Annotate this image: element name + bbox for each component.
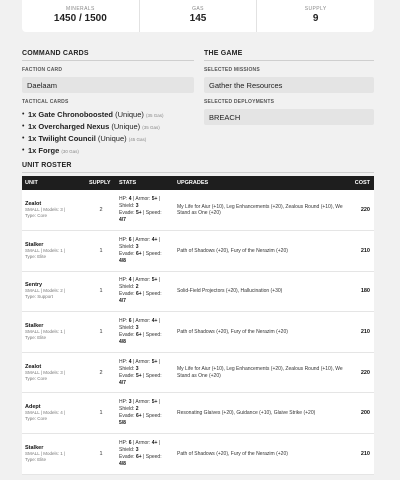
command-cards-section [22,50,194,157]
gas-value: 145 [189,13,207,24]
stat-speed: 4/7 [119,379,126,386]
unit-size: SMALL | Models: 1 | [25,247,66,253]
col-stats: STATS [116,176,174,190]
minerals-label: MINERALS [65,6,95,12]
unit-type: Type: Elite [25,456,47,462]
unit-cell [22,352,86,393]
card-cost: (35 Gas) [145,113,164,118]
unit-stats: HP: 3 | Armor: 5+ | Shield: 2 Evade: 6+ | Speed: 5/8 [116,393,174,434]
unit-cost: 220 [346,190,374,231]
stat-armor: 4+ [151,318,158,325]
command-cards-heading: COMMAND CARDS [22,50,194,61]
stat-armor: 4+ [151,439,158,446]
unit-size: SMALL | Models: 4 | [25,410,66,416]
stat-hp: 4 [128,358,132,365]
supply-label: SUPPLY [304,6,327,12]
table-row[interactable] [22,434,374,475]
card-tag: (Unique) [115,110,144,119]
selected-missions-label: SELECTED MISSIONS [204,67,260,73]
unit-supply: 1 [86,231,116,272]
unit-name: Sentry [25,282,43,289]
unit-size: SMALL | Models: 2 | [25,288,66,294]
unit-name: Stalker [25,444,44,451]
unit-cell [22,434,86,475]
the-game-heading: THE GAME [204,50,374,61]
unit-supply: 2 [86,352,116,393]
minerals-value: 1450 / 1500 [53,13,107,24]
unit-stats: HP: 6 | Armor: 4+ | Shield: 3 Evade: 6+ | Speed: 4/8 [116,312,174,353]
unit-name: Zealot [25,363,42,370]
unit-upgrades: Solid-Field Projectors (+20), Hallucination (+30) [174,271,346,312]
unit-supply: 1 [86,271,116,312]
faction-card-label: FACTION CARD [22,67,63,73]
stat-evade: 6+ [135,413,142,420]
supply-value: 9 [312,13,319,24]
card-cost: (30 Gas) [61,149,79,154]
unit-supply: 1 [86,393,116,434]
card-tag: (Unique) [111,122,141,131]
table-row[interactable] [22,231,374,272]
selected-mission-value[interactable]: Gather the Resources [204,77,374,93]
unit-cost: 210 [346,312,374,353]
table-row[interactable] [22,190,374,231]
stat-speed: 4/8 [119,257,126,264]
unit-type: Type: Elite [25,335,47,341]
card-name: 1x Twilight Council [28,134,96,143]
stat-speed: 4/8 [119,339,126,346]
unit-supply: 2 [86,190,116,231]
unit-type: Type: Elite [25,253,47,259]
unit-cell [22,393,86,434]
minerals-counter [22,0,139,32]
unit-size: SMALL | Models: 3 | [25,207,66,213]
unit-size: SMALL | Models: 1 | [25,329,66,335]
unit-supply: 1 [86,434,116,475]
stat-armor: 5+ [151,358,158,365]
unit-stats: HP: 4 | Armor: 5+ | Shield: 2 Evade: 6+ | Speed: 4/7 [116,271,174,312]
unit-type: Type: Core [25,213,48,219]
supply-counter [256,0,374,32]
unit-cost: 210 [346,434,374,475]
tactical-card[interactable] [22,121,194,133]
card-cost: (45 Gas) [128,137,147,142]
unit-name: Adept [25,404,41,411]
stat-evade: 5+ [135,372,142,379]
unit-stats: HP: 6 | Armor: 4+ | Shield: 3 Evade: 6+ | Speed: 4/8 [116,231,174,272]
unit-type: Type: Core [25,416,48,422]
stat-evade: 6+ [135,250,142,257]
col-supply: SUPPLY [86,176,116,190]
the-game-section [204,50,374,125]
unit-name: Zealot [25,201,42,208]
stat-shield: 2 [135,284,139,291]
unit-upgrades: Path of Shadows (+20), Fury of the Nerazim (+20) [174,312,346,353]
unit-upgrades: Path of Shadows (+20), Fury of the Nerazim (+20) [174,231,346,272]
tactical-card[interactable] [22,109,194,121]
stat-evade: 6+ [135,291,142,298]
stat-speed: 4/8 [119,460,126,467]
stat-speed: 5/8 [119,420,126,427]
stat-hp: 6 [128,439,132,446]
stat-armor: 5+ [151,399,158,406]
tactical-cards-label: TACTICAL CARDS [22,99,69,105]
gas-label: GAS [192,6,204,12]
unit-type: Type: Support [25,294,54,300]
unit-upgrades: My Life for Aiur (+10), Leg Enhancements (+20), Zealous Round (+10), We Stand as One (+20) [174,190,346,231]
col-upgrades: UPGRADES [174,176,346,190]
card-tag: (Unique) [97,134,127,143]
selected-deployments-label: SELECTED DEPLOYMENTS [204,99,275,105]
unit-cell [22,271,86,312]
card-name: 1x Overcharged Nexus [28,122,110,131]
unit-supply: 1 [86,312,116,353]
card-cost: (35 Gas) [142,125,160,130]
stat-hp: 4 [128,277,132,284]
roster-header-row [22,176,374,190]
faction-card-value[interactable]: Daelaam [22,77,194,93]
stat-armor: 5+ [151,277,158,284]
stat-hp: 6 [128,318,132,325]
stat-shield: 3 [135,325,139,332]
stat-hp: 3 [128,399,132,406]
unit-upgrades: Resonating Glaives (+20), Guidance (+10), Glaive Strike (+20) [174,393,346,434]
unit-stats: HP: 4 | Armor: 5+ | Shield: 3 Evade: 5+ | Speed: 4/7 [116,190,174,231]
unit-cell [22,190,86,231]
resource-bar [22,0,374,32]
unit-upgrades: My Life for Aiur (+10), Leg Enhancements (+20), Zealous Round (+10), We Stand as One (+20) [174,352,346,393]
stat-armor: 5+ [151,196,158,203]
unit-cell [22,231,86,272]
unit-stats: HP: 4 | Armor: 5+ | Shield: 3 Evade: 5+ | Speed: 4/7 [116,352,174,393]
stat-shield: 3 [135,243,139,250]
stat-shield: 2 [135,406,139,413]
stat-speed: 4/7 [119,217,126,224]
stat-shield: 3 [135,365,139,372]
tactical-card[interactable] [22,133,194,145]
unit-cost: 180 [346,271,374,312]
stat-armor: 4+ [151,236,158,243]
unit-upgrades: Path of Shadows (+20), Fury of the Nerazim (+20) [174,434,346,475]
stat-speed: 4/7 [119,298,126,305]
unit-cost: 200 [346,393,374,434]
unit-stats: HP: 6 | Armor: 4+ | Shield: 3 Evade: 6+ | Speed: 4/8 [116,434,174,475]
card-name: 1x Forge [28,146,60,155]
unit-type: Type: Core [25,375,48,381]
col-unit: UNIT [22,176,86,190]
unit-size: SMALL | Models: 1 | [25,450,66,456]
selected-deployment-value[interactable]: BREACH [204,109,374,125]
card-name: 1x Gate Chronoboosted [28,110,114,119]
unit-cost: 210 [346,231,374,272]
stat-evade: 5+ [135,210,142,217]
unit-roster-table [22,176,374,475]
unit-name: Stalker [25,323,44,330]
stat-hp: 4 [128,196,132,203]
col-cost: COST [346,176,374,190]
table-row[interactable] [22,393,374,434]
gas-counter [139,0,257,32]
table-row[interactable] [22,352,374,393]
unit-size: SMALL | Models: 3 | [25,369,66,375]
unit-name: Stalker [25,241,44,248]
table-row[interactable] [22,312,374,353]
stat-evade: 6+ [135,332,142,339]
unit-cost: 220 [346,352,374,393]
unit-cell [22,312,86,353]
stat-shield: 3 [135,446,139,453]
stat-evade: 6+ [135,453,142,460]
tactical-card[interactable] [22,145,194,157]
unit-roster-heading: UNIT ROSTER [22,162,374,173]
table-row[interactable] [22,271,374,312]
tactical-cards-list [22,109,194,157]
stat-shield: 3 [135,203,139,210]
stat-hp: 6 [128,236,132,243]
